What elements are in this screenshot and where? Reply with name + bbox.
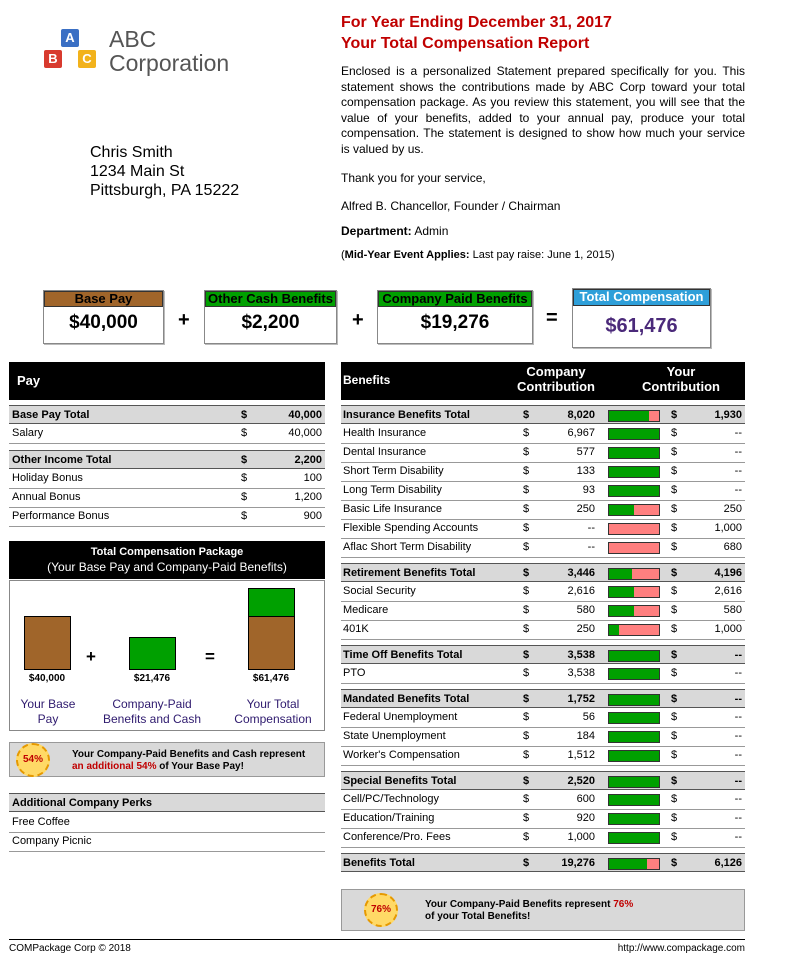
company-share-fill [609,429,659,439]
benefit-your-currency: $ [671,623,678,635]
pay-callout-line1: Your Company-Paid Benefits and Cash represent [72,749,306,760]
benefits-callout-lead: Your Company-Paid Benefits represent [425,899,614,910]
contribution-share-bar [608,542,660,554]
pay-row-label: Annual Bonus [12,491,81,503]
benefit-company-amount: 56 [582,711,595,723]
logo-block-a: A [61,29,79,47]
benefit-your-amount: 1,930 [714,409,742,421]
base-pay-summary-value: $40,000 [69,312,138,333]
benefit-your-amount: 6,126 [714,857,742,869]
benefit-company-amount: 133 [576,465,595,477]
contribution-share-bar [608,750,660,762]
contribution-share-bar [608,428,660,440]
recipient-city: Pittsburgh, PA 15222 [90,182,240,199]
company-share-fill [609,795,659,805]
package-heading-line1: Total Compensation Package [90,546,244,558]
benefit-your-currency: $ [671,667,678,679]
benefit-row [341,601,745,620]
company-share-fill [609,732,659,742]
benefits-callout-line1 [425,899,633,911]
logo-block-c: C [78,50,96,68]
benefit-company-currency: $ [523,775,530,787]
benefit-your-amount: -- [734,649,742,661]
benefit-your-currency: $ [671,446,678,458]
benefit-company-amount: 1,752 [567,693,595,705]
benefit-row-divider [341,639,745,640]
pay-row-currency: $ [241,454,248,466]
package-total-value: $61,476 [252,673,290,684]
pay-row-currency: $ [241,427,248,439]
pay-callout-highlight: an additional 54% [72,761,157,772]
company-name [109,27,229,75]
mid-year-open: ( [341,249,345,261]
your-contribution-header: Your Contribution [642,364,720,394]
pay-row-amount: 1,200 [294,491,322,503]
company-share-fill [609,606,634,616]
footer-rule [9,939,745,940]
pay-row-amount: 40,000 [288,409,322,421]
benefit-your-amount: 580 [723,604,742,616]
signature-text: Alfred B. Chancellor, Founder / Chairman [341,199,561,213]
pay-row [9,488,325,507]
benefit-label: Aflac Short Term Disability [343,541,472,553]
company-share-fill [609,467,659,477]
benefit-your-amount: -- [734,749,742,761]
company-share-fill [609,695,659,705]
total-compensation-summary-label: Total Compensation [573,289,710,306]
summary-plus-2: + [352,309,364,331]
benefit-label: 401K [343,623,369,635]
benefit-your-currency: $ [671,503,678,515]
benefit-your-currency: $ [671,567,678,579]
benefit-company-currency: $ [523,446,530,458]
benefit-your-amount: -- [734,484,742,496]
pay-row-currency: $ [241,510,248,522]
benefit-company-currency: $ [523,604,530,616]
benefit-company-amount: 3,538 [567,649,595,661]
benefit-company-amount: 3,538 [567,667,595,679]
benefit-row-divider [341,557,745,558]
benefit-your-amount: -- [734,812,742,824]
benefit-company-amount: 600 [576,793,595,805]
company-share-fill [609,777,659,787]
company-share-fill [609,859,647,869]
perk-divider [9,851,325,852]
benefits-callout-highlight: 76% [613,899,634,910]
contribution-share-bar [608,605,660,617]
perk-item: Free Coffee [12,816,70,828]
benefit-row [341,443,745,462]
company-share-fill [609,486,659,496]
contribution-share-bar [608,712,660,724]
benefit-your-currency: $ [671,793,678,805]
benefit-your-amount: -- [734,693,742,705]
contribution-share-bar [608,410,660,422]
benefits-callout [341,889,745,931]
contribution-share-bar [608,694,660,706]
benefit-total-row [341,853,745,872]
contribution-share-bar [608,523,660,535]
total-compensation-summary [572,288,711,348]
package-plus: + [86,647,96,666]
benefit-company-amount: 580 [576,604,595,616]
benefit-company-currency: $ [523,484,530,496]
contribution-share-bar [608,858,660,870]
benefit-row [341,481,745,500]
benefit-your-currency: $ [671,775,678,787]
benefit-company-currency: $ [523,667,530,679]
pay-row [9,469,325,488]
benefit-your-amount: -- [734,446,742,458]
benefit-company-amount: 577 [576,446,595,458]
benefits-block [129,637,176,670]
benefit-company-amount: 1,000 [567,831,595,843]
total-block-base [249,617,294,669]
benefit-label: Medicare [343,604,389,616]
benefit-your-currency: $ [671,604,678,616]
mid-year-line [341,249,615,261]
pay-total-row [9,405,325,424]
contribution-share-bar [608,832,660,844]
benefit-row [341,664,745,683]
company-share-fill [609,713,659,723]
benefit-row [341,746,745,765]
logo-block-b: B [44,50,62,68]
company-share-fill [609,814,659,824]
benefit-row-divider [341,847,745,848]
benefit-company-currency: $ [523,793,530,805]
benefit-row [341,828,745,847]
pay-row-amount: 900 [303,510,322,522]
pay-row-currency: $ [241,409,248,421]
benefit-label: Basic Life Insurance [343,503,443,515]
footer-copyright: COMPackage Corp © 2018 [9,943,131,954]
recipient-address [90,143,239,200]
benefit-your-amount: -- [734,831,742,843]
package-benefits-value: $21,476 [133,673,171,684]
package-base-caption: Your Base Pay [20,697,76,726]
base-pay-summary [43,290,164,344]
benefit-company-amount: 250 [576,503,595,515]
company-paid-summary-value: $19,276 [420,312,490,333]
benefit-label: Social Security [343,585,416,597]
company-paid-summary-label: Company Paid Benefits [378,291,532,307]
benefit-label: Federal Unemployment [343,711,458,723]
benefit-label: State Unemployment [343,730,446,742]
benefit-your-amount: 2,616 [714,585,742,597]
footer-url[interactable]: http://www.compackage.com [617,943,745,954]
benefit-label: Flexible Spending Accounts [343,522,479,534]
benefit-company-currency: $ [523,730,530,742]
benefit-row [341,519,745,538]
contribution-share-bar [608,447,660,459]
pay-row-amount: 100 [303,472,322,484]
intro-paragraph: Enclosed is a personalized Statement prepared specifically for you. This statement shows the contributions made by ABC Corp toward your total compensation package. As you review this statement, you will see that the value of your benefits, added to your annual pay, produce your total compensation. The statement is designed to show how much your service is valued by us. [341,64,745,156]
benefit-your-amount: 4,196 [714,567,742,579]
benefit-company-currency: $ [523,465,530,477]
pay-row-amount: 2,200 [294,454,322,466]
pay-row-label: Other Income Total [12,454,112,466]
perk-item: Company Picnic [12,835,92,847]
benefit-company-amount: -- [587,541,595,553]
benefit-your-currency: $ [671,465,678,477]
total-block [248,588,295,670]
contribution-share-bar [608,668,660,680]
benefit-label: PTO [343,667,366,679]
package-heading-line2: (Your Base Pay and Company-Paid Benefits) [47,560,287,574]
company-share-fill [609,833,659,843]
benefit-your-currency: $ [671,585,678,597]
department-line [341,224,448,238]
benefit-company-currency: $ [523,567,530,579]
benefit-label: Special Benefits Total [343,775,457,787]
benefit-company-currency: $ [523,693,530,705]
pay-row-currency: $ [241,491,248,503]
percent-badge-icon: 76% [364,893,398,927]
benefit-row [341,708,745,727]
perks-heading: Additional Company Perks [9,793,325,812]
benefit-company-currency: $ [523,857,530,869]
benefit-row [341,538,745,557]
package-benefits-caption: Company-Paid Benefits and Cash [102,697,202,726]
benefit-label: Dental Insurance [343,446,427,458]
company-paid-summary [377,290,533,344]
benefit-your-currency: $ [671,649,678,661]
contribution-share-bar [608,624,660,636]
benefit-company-amount: 6,967 [567,427,595,439]
benefit-your-currency: $ [671,831,678,843]
benefit-your-amount: -- [734,711,742,723]
contribution-share-bar [608,466,660,478]
benefit-your-currency: $ [671,812,678,824]
mid-year-value: Last pay raise: June 1, 2015) [469,249,615,261]
benefit-your-currency: $ [671,409,678,421]
summary-plus-1: + [178,309,190,331]
benefits-callout-line2: of your Total Benefits! [425,911,531,922]
benefit-total-row [341,405,745,424]
company-share-fill [609,751,659,761]
benefit-your-currency: $ [671,427,678,439]
benefit-company-currency: $ [523,585,530,597]
benefit-company-currency: $ [523,541,530,553]
company-share-fill [609,669,659,679]
benefit-company-amount: 19,276 [561,857,595,869]
benefit-row [341,790,745,809]
benefit-your-amount: -- [734,730,742,742]
benefit-row [341,809,745,828]
benefit-row [341,424,745,443]
contribution-share-bar [608,485,660,497]
benefit-label: Conference/Pro. Fees [343,831,451,843]
benefit-row [341,727,745,746]
benefit-label: Insurance Benefits Total [343,409,470,421]
pay-row-divider [9,526,325,527]
company-share-fill [609,411,649,421]
benefit-company-currency: $ [523,749,530,761]
pay-row-label: Base Pay Total [12,409,90,421]
percent-badge-icon: 54% [16,743,50,777]
department-value: Admin [411,224,449,238]
benefit-your-amount: 680 [723,541,742,553]
benefit-row-divider [341,765,745,766]
pay-callout-line2 [72,761,305,773]
company-share-fill [609,651,659,661]
contribution-share-bar [608,568,660,580]
benefit-total-row [341,563,745,582]
mid-year-label: Mid-Year Event Applies: [344,249,470,261]
benefit-label: Benefits Total [343,857,415,869]
benefit-your-currency: $ [671,484,678,496]
benefit-your-amount: -- [734,793,742,805]
benefit-company-amount: 920 [576,812,595,824]
benefit-company-currency: $ [523,812,530,824]
benefit-company-currency: $ [523,623,530,635]
base-pay-summary-label: Base Pay [44,291,163,307]
contribution-share-bar [608,731,660,743]
benefit-total-row [341,689,745,708]
company-share-fill [609,448,659,458]
benefit-company-currency: $ [523,711,530,723]
benefit-label: Health Insurance [343,427,427,439]
pay-callout-tail: of Your Base Pay! [156,761,244,772]
benefit-label: Education/Training [343,812,435,824]
contribution-share-bar [608,650,660,662]
total-compensation-summary-value: $61,476 [605,315,678,337]
benefits-callout-text [425,899,633,923]
other-cash-summary-label: Other Cash Benefits [205,291,336,307]
pay-row-divider [9,443,325,444]
benefit-company-amount: 250 [576,623,595,635]
company-name-line1: ABC [109,26,157,52]
benefit-your-amount: -- [734,775,742,787]
benefit-your-amount: 1,000 [714,623,742,635]
benefit-company-amount: 93 [582,484,595,496]
benefit-company-amount: 184 [576,730,595,742]
benefit-company-amount: -- [587,522,595,534]
benefit-your-amount: -- [734,667,742,679]
benefit-your-currency: $ [671,749,678,761]
benefit-your-currency: $ [671,730,678,742]
company-contribution-header: Company Contribution [517,364,595,394]
benefit-label: Cell/PC/Technology [343,793,439,805]
benefit-company-amount: 3,446 [567,567,595,579]
benefit-your-amount: 1,000 [714,522,742,534]
company-share-fill [609,587,634,597]
base-pay-block [24,616,71,670]
benefit-your-currency: $ [671,522,678,534]
company-share-fill [609,625,619,635]
recipient-street: 1234 Main St [90,163,185,180]
benefit-company-amount: 2,520 [567,775,595,787]
thanks-text: Thank you for your service, [341,171,486,185]
total-block-benefits [249,589,294,617]
benefit-label: Retirement Benefits Total [343,567,476,579]
benefit-company-currency: $ [523,522,530,534]
pay-row-label: Salary [12,427,44,439]
benefit-label: Mandated Benefits Total [343,693,470,705]
benefit-label: Time Off Benefits Total [343,649,463,661]
benefit-row [341,462,745,481]
recipient-name: Chris Smith [90,144,173,161]
package-heading [9,541,325,579]
company-name-line2: Corporation [109,50,230,76]
company-share-fill [609,569,632,579]
pay-row [9,507,325,526]
benefit-company-amount: 1,512 [567,749,595,761]
pay-row-currency: $ [241,472,248,484]
package-total-caption: Your Total Compensation [234,697,312,726]
summary-equals: = [546,307,558,329]
pay-row-amount: 40,000 [288,427,322,439]
contribution-share-bar [608,794,660,806]
other-cash-summary [204,290,337,344]
pay-callout [9,742,325,777]
benefit-your-currency: $ [671,711,678,723]
contribution-share-bar [608,586,660,598]
benefit-company-currency: $ [523,427,530,439]
company-share-fill [609,505,634,515]
contribution-share-bar [608,504,660,516]
benefit-your-amount: -- [734,465,742,477]
pay-row [9,424,325,443]
pay-total-row [9,450,325,469]
benefit-company-currency: $ [523,831,530,843]
report-title-line1: For Year Ending December 31, 2017 [341,14,612,31]
benefit-your-currency: $ [671,857,678,869]
pay-row-label: Holiday Bonus [12,472,83,484]
benefit-your-amount: -- [734,427,742,439]
pay-callout-text [72,749,305,773]
benefit-label: Short Term Disability [343,465,444,477]
benefit-company-currency: $ [523,409,530,421]
benefit-company-amount: 2,616 [567,585,595,597]
contribution-share-bar [608,813,660,825]
package-equals: = [205,647,215,666]
benefit-your-currency: $ [671,541,678,553]
benefit-row [341,620,745,639]
benefit-total-row [341,645,745,664]
other-cash-summary-value: $2,200 [241,312,300,333]
department-label: Department: [341,224,412,238]
report-title-line2: Your Total Compensation Report [341,35,590,52]
benefits-heading-bar [341,362,745,400]
benefits-heading: Benefits [343,373,391,387]
benefit-total-row [341,771,745,790]
contribution-share-bar [608,776,660,788]
benefit-your-currency: $ [671,693,678,705]
package-base-value: $40,000 [28,673,66,684]
pay-heading: Pay [9,362,325,400]
benefit-row-divider [341,683,745,684]
benefit-label: Long Term Disability [343,484,442,496]
benefit-label: Worker's Compensation [343,749,460,761]
benefit-company-amount: 8,020 [567,409,595,421]
benefit-row [341,582,745,601]
benefit-company-currency: $ [523,503,530,515]
pay-row-label: Performance Bonus [12,510,110,522]
benefit-your-amount: 250 [723,503,742,515]
benefit-company-currency: $ [523,649,530,661]
benefit-row [341,500,745,519]
